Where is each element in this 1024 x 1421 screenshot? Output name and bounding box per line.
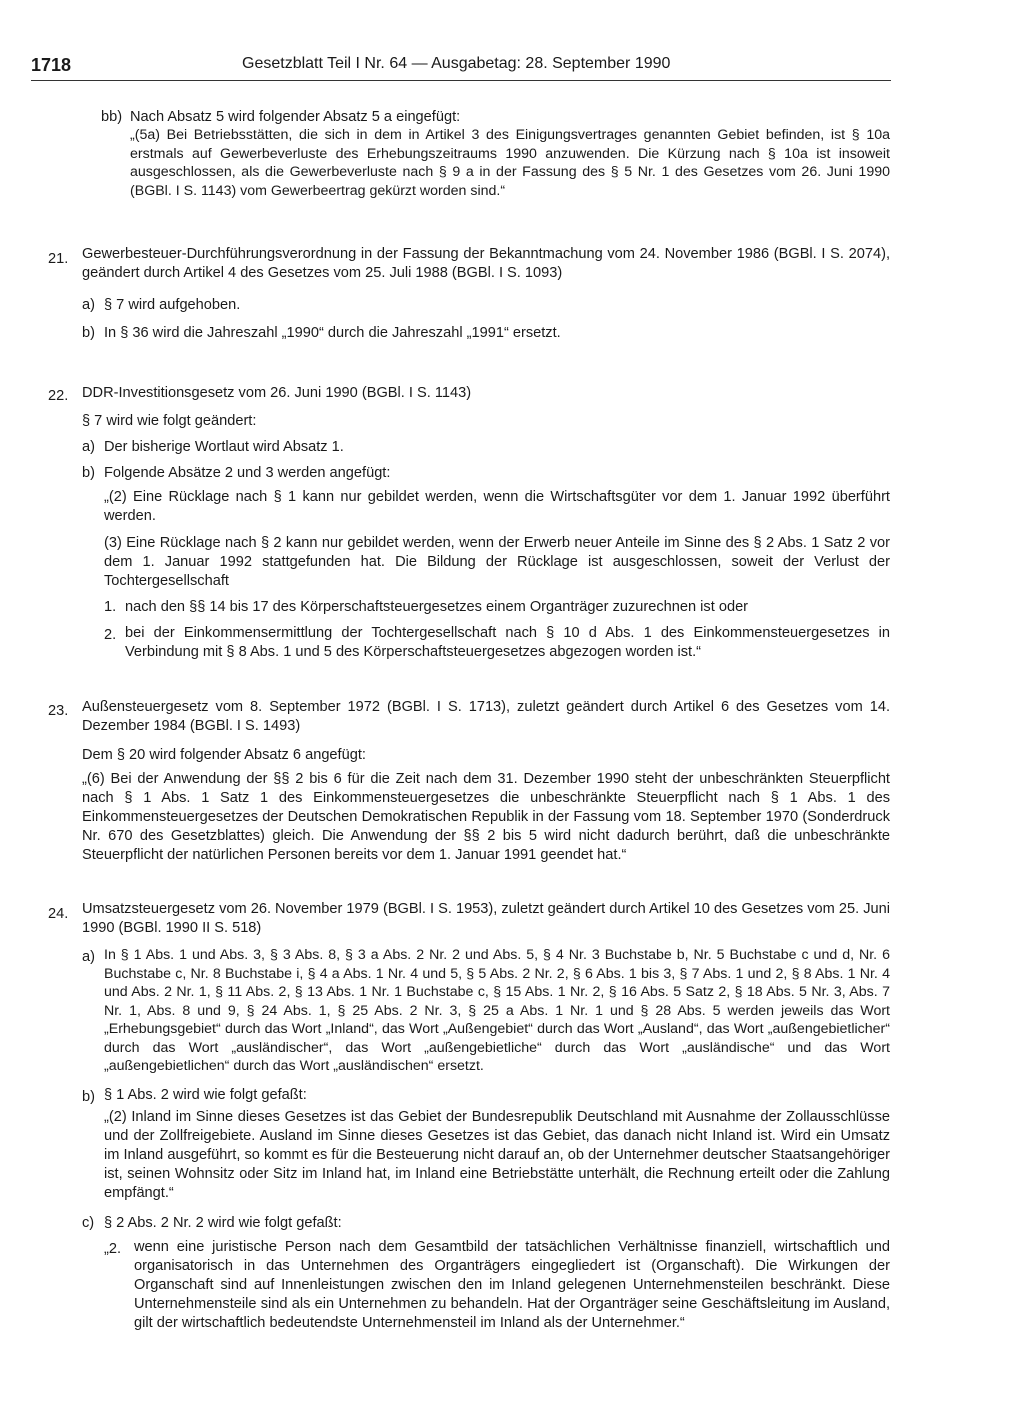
header-rule xyxy=(31,80,891,81)
section-title-22: DDR-Investitionsgesetz vom 26. Juni 1990 (BGBl. I S. 1143) xyxy=(82,385,472,401)
item-text-24c: § 2 Abs. 2 Nr. 2 wird wie folgt gefaßt: xyxy=(104,1215,342,1231)
page-number: 1718 xyxy=(31,55,72,75)
section-intro-23: Dem § 20 wird folgender Absatz 6 angefügt: xyxy=(82,747,366,763)
section-number-23: 23. xyxy=(48,703,69,719)
section-title-24: Umsatzsteuergesetz vom 26. November 1979 (BGBl. I S. 1953), zuletzt geändert durch Artikel 10 des Gesetzes vom 25. Juni 1990 (BGBl. 1990 II S. 518) xyxy=(82,901,890,936)
item-label-21a: a) xyxy=(82,297,95,313)
quote-inland-definition: „(2) Inland im Sinne dieses Gesetzes ist das Gebiet der Bundesrepublik Deutschland mit Ausnahme der Zollausschlüsse und der Zollfreigebiete. Ausland im Sinne dieses Gesetzes ist das Gebiet, das danach nicht Inland ist. Wird ein Umsatz im Inland ausgeführt, so kommt es für die Besteuerung nicht darauf an, ob der Unternehmer deutscher Staatsangehöriger ist, seinen Wohnsitz oder Sitz im Inland hat, im Inland eine Betriebstätte unterhält, die Rechnung erteilt oder die Zahlung empfängt.“ xyxy=(104,1109,890,1201)
item-label-24b: b) xyxy=(82,1089,95,1105)
item-text-24a: In § 1 Abs. 1 und Abs. 3, § 3 Abs. 8, § 3 a Abs. 2 Nr. 2 und Abs. 5, § 4 Nr. 3 Buchstabe b, Nr. 5 Buchstabe c und d, Nr. 6 Buchstabe c, Nr. 8 Buchstabe i, § 4 a Abs. 1 Nr. 4 und 5, § 5 Abs. 2 Nr. 2, § 6 Abs. 1 bis 3, § 7 Abs. 1 und 2, § 8 Abs. 1 Nr. 4 und Abs. 2 Nr. 1, § 11 Abs. 2, § 13 Abs. 1 Nr. 1 Buchstabe c, § 15 Abs. 1 Nr. 2, § 16 Abs. 5 Satz 2, § 18 Abs. 5 Nr. 3, Abs. 7 Nr. 1, Abs. 8 und 9, § 24 Abs. 1, § 25 Abs. 2 Nr. 3, § 25 a Abs. 1 Nr. 1 und § 28 Abs. 5 werden jeweils das Wort „Erhebungsgebiet“ durch das Wort „Inland“, das Wort „Außengebiet“ durch das Wort „Ausland“, das Wort „außengebietlicher“ durch das Wort „ausländischer“, das Wort „außengebietliche“ durch das Wort „ausländische“ und das Wort „außengebietlichen“ durch das Wort „ausländischen“ ersetzt. xyxy=(104,947,890,1074)
item-label-24c: c) xyxy=(82,1215,95,1231)
header-title: Gesetzblatt Teil I Nr. 64 — Ausgabetag: 28. September 1990 xyxy=(242,55,671,72)
section-title-21: Gewerbesteuer-Durchführungsverordnung in der Fassung der Bekanntmachung vom 24. November 1986 (BGBl. I S. 2074), geändert durch Artikel 4 des Gesetzes vom 25. Juli 1988 (BGBl. I S. 1093) xyxy=(82,246,890,281)
item-label-bb: bb) xyxy=(101,109,123,125)
item-label-22a: a) xyxy=(82,439,95,455)
list-text-22-2: bei der Einkommensermittlung der Tochtergesellschaft nach § 10 d Abs. 1 des Einkommensteuergesetzes in Verbindung mit § 8 Abs. 1 und 5 des Körperschaftsteuergesetzes abgezogen worden ist.“ xyxy=(125,625,890,660)
quote-label-organschaft: „2. xyxy=(104,1241,122,1257)
item-text-22a: Der bisherige Wortlaut wird Absatz 1. xyxy=(104,439,344,455)
section-title-23: Außensteuergesetz vom 8. September 1972 (BGBl. I S. 1713), zuletzt geändert durch Artikel 6 des Gesetzes vom 14. Dezember 1984 (BGBl. I S. 1493) xyxy=(82,699,890,734)
quote-absatz-3: (3) Eine Rücklage nach § 2 kann nur gebildet werden, wenn der Erwerb neuer Anteile im Sinne des § 2 Abs. 1 Satz 2 vor dem 1. Januar 1992 stattgefunden hat. Die Bildung der Rücklage ist ausgeschlossen, soweit der Verlust der Tochtergesellschaft xyxy=(104,535,890,589)
item-text-21a: § 7 wird aufgehoben. xyxy=(104,297,241,313)
list-label-22-1: 1. xyxy=(104,599,117,615)
quote-organschaft: wenn eine juristische Person nach dem Gesamtbild der tatsächlichen Verhältnisse finanziell, wirtschaftlich und organisatorisch in das Unternehmen des Organträgers eingegliedert ist (Organschaft). Die Wirkungen der Organschaft sind auf Innenleistungen zwischen den im Inland gelegenen Unternehmensteilen beschränkt. Diese Unternehmensteile sind als ein Unternehmen zu behandeln. Hat der Organträger seine Geschäftsleitung im Ausland, gilt der wirtschaftlich bedeutendste Unternehmensteil im Inland als der Unternehmer.“ xyxy=(134,1239,890,1331)
list-label-22-2: 2. xyxy=(104,627,117,643)
item-label-22b: b) xyxy=(82,465,95,481)
section-number-24: 24. xyxy=(48,906,69,922)
item-text-bb: Nach Absatz 5 wird folgender Absatz 5 a eingefügt: xyxy=(130,109,461,125)
item-text-21b: In § 36 wird die Jahreszahl „1990“ durch die Jahreszahl „1991“ ersetzt. xyxy=(104,325,561,341)
item-text-24b: § 1 Abs. 2 wird wie folgt gefaßt: xyxy=(104,1087,307,1103)
section-intro-22: § 7 wird wie folgt geändert: xyxy=(82,413,257,429)
item-text-22b: Folgende Absätze 2 und 3 werden angefügt: xyxy=(104,465,391,481)
page-header xyxy=(31,52,891,80)
item-label-21b: b) xyxy=(82,325,95,341)
section-number-22: 22. xyxy=(48,388,69,404)
item-label-24a: a) xyxy=(82,949,95,965)
quote-absatz-6: „(6) Bei der Anwendung der §§ 2 bis 6 für die Zeit nach dem 31. Dezember 1990 steht der unbeschränkten Steuerpflicht nach § 1 Abs. 1 Satz 1 des Einkommensteuergesetzes die unbeschränkte Steuerpflicht nach § 1 Abs. 1 des Einkommensteuergesetzes der Deutschen Demokratischen Republik in der Fassung vom 18. September 1970 (Sonderdruck Nr. 670 des Gesetzblattes) gleich. Die Anwendung der §§ 2 bis 5 wird nicht dadurch berührt, daß die unbeschränkte Steuerpflicht der natürlichen Personen bereits vor dem 1. Januar 1991 geendet hat.“ xyxy=(82,771,890,863)
quote-absatz-5a: „(5a) Bei Betriebsstätten, die sich in dem in Artikel 3 des Einigungsvertrages genannten Gebiet befinden, ist § 10a erstmals auf Gewerbeverluste des Erhebungszeitraums 1990 anzuwenden. Die Kürzung nach § 10a ist insoweit ausgeschlossen, als die Gewerbeverluste nach § 9 a in der Fassung des § 5 Nr. 1 des Gesetzes vom 26. Juni 1990 (BGBl. I S. 1143) vom Gewerbeertrag gekürzt worden sind.“ xyxy=(130,127,890,199)
list-text-22-1: nach den §§ 14 bis 17 des Körperschaftsteuergesetzes einem Organträger zuzurechnen ist oder xyxy=(125,599,749,615)
quote-absatz-2: „(2) Eine Rücklage nach § 1 kann nur gebildet werden, wenn die Wirtschaftsgüter vor dem 1. Januar 1992 überführt werden. xyxy=(104,489,890,524)
section-number-21: 21. xyxy=(48,251,69,267)
